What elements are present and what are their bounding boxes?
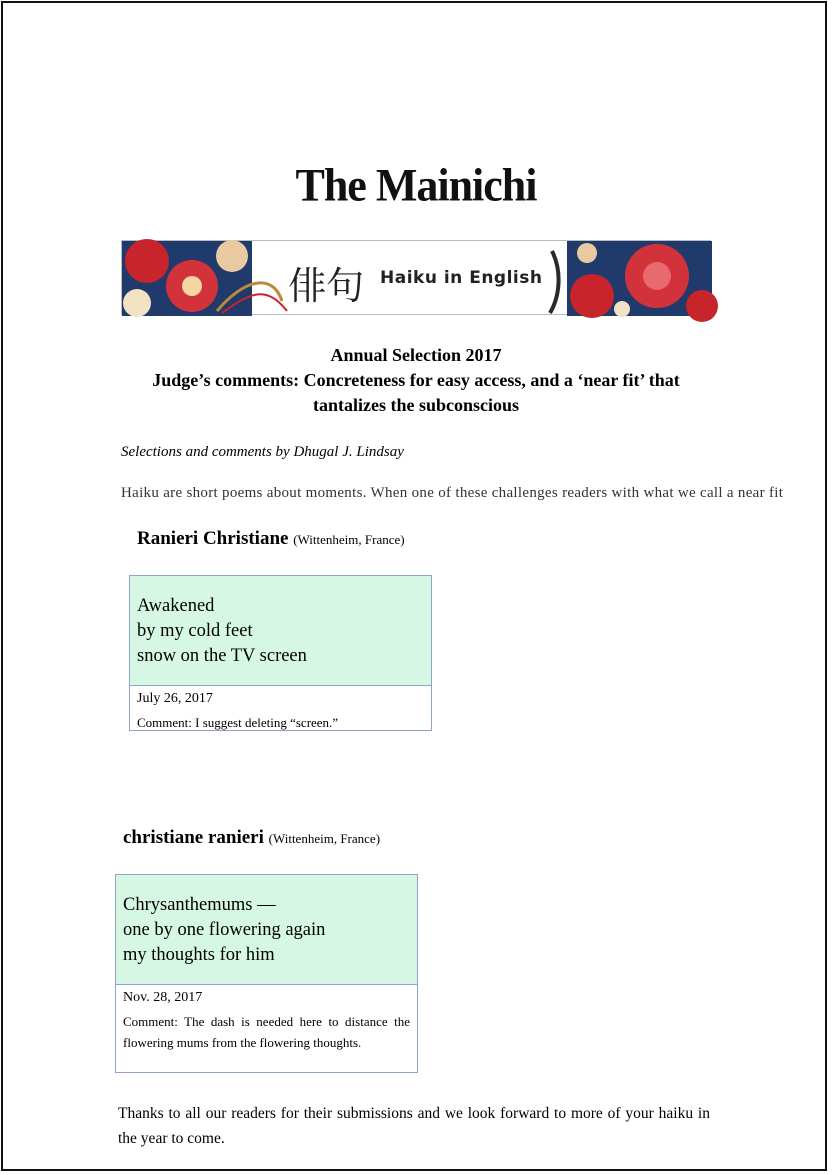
author-name: christiane ranieri bbox=[123, 827, 264, 848]
poem-line: Awakened bbox=[137, 596, 215, 616]
haiku-poem bbox=[130, 576, 431, 686]
haiku-card bbox=[115, 874, 418, 1073]
poem-line: by my cold feet bbox=[137, 621, 253, 641]
haiku-poem bbox=[116, 875, 417, 985]
haiku-comment: Comment: The dash is needed here to distance the flowering mums from the flowering thoughts. bbox=[123, 1014, 410, 1050]
author-name: Ranieri Christiane bbox=[137, 528, 289, 549]
poem-line: snow on the TV screen bbox=[137, 646, 307, 666]
author-location: (Wittenheim, France) bbox=[293, 532, 405, 547]
author-heading bbox=[123, 827, 380, 849]
haiku-card bbox=[129, 575, 432, 731]
poem-line: one by one flowering again bbox=[123, 920, 326, 940]
haiku-date: Nov. 28, 2017 bbox=[123, 990, 203, 1005]
author-heading bbox=[137, 528, 405, 550]
haiku-comment: Comment: I suggest deleting “screen.” bbox=[137, 715, 339, 730]
article-title-line-2: Judge’s comments: Concreteness for easy access, and a ‘near fit’ that bbox=[152, 370, 680, 390]
banner-title: Haiku in English bbox=[380, 268, 543, 288]
closing-paragraph: Thanks to all our readers for their submissions and we look forward to more of your haiku in the year to come. bbox=[118, 1105, 710, 1147]
article-title-line-3: tantalizes the subconscious bbox=[312, 395, 519, 415]
masthead-logo: The Mainichi bbox=[295, 159, 537, 212]
byline: Selections and comments by Dhugal J. Lindsay bbox=[121, 444, 404, 460]
cropped-text-line: Haiku are short poems about moments. When one of these challenges readers with what we call a near fit bbox=[121, 485, 784, 501]
haiku-banner bbox=[121, 240, 711, 315]
poem-line: my thoughts for him bbox=[123, 945, 275, 965]
banner-kanji: 俳句 bbox=[288, 264, 365, 308]
poem-line: Chrysanthemums — bbox=[123, 895, 276, 915]
haiku-date: July 26, 2017 bbox=[137, 691, 213, 706]
article-title-line-1: Annual Selection 2017 bbox=[330, 345, 502, 365]
author-location: (Wittenheim, France) bbox=[268, 831, 381, 846]
